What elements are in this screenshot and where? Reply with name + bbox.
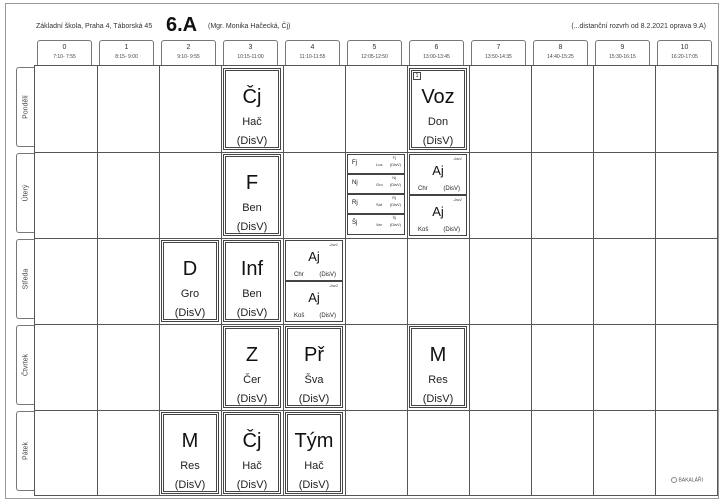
lesson-room: (DisV)	[319, 313, 336, 319]
lesson-teacher: Lus	[376, 162, 383, 167]
period-time: 13:50-14:35	[485, 54, 512, 60]
group-label: Jaz2	[453, 197, 462, 202]
lesson-subject: Čj	[242, 430, 262, 452]
period-number: 9	[620, 44, 625, 51]
period-number: 5	[372, 44, 377, 51]
lesson-room: (DisV)	[319, 272, 336, 278]
day-tab-thursday	[16, 325, 34, 405]
lesson-friday-3[interactable]	[223, 412, 281, 494]
period-number: 2	[186, 44, 191, 51]
brand-label: BAKALÁŘI	[678, 477, 703, 483]
group-label: Jaz2	[329, 283, 338, 288]
lesson-room: (DisV)	[236, 479, 268, 491]
lesson-wednesday-4-group-1[interactable]	[285, 240, 343, 281]
day-label: Pátek	[22, 442, 29, 460]
day-tab-friday	[16, 411, 34, 491]
group-label: Rj	[392, 195, 396, 200]
lesson-teacher: Gro	[180, 288, 200, 300]
period-number: 8	[558, 44, 563, 51]
group-label: Šj	[392, 215, 396, 220]
period-time: 7:10- 7:55	[53, 54, 76, 60]
day-label: Pondělí	[22, 95, 29, 119]
lesson-teacher: Chr	[418, 186, 428, 192]
lesson-teacher: Res	[180, 460, 200, 472]
lesson-subject: Aj	[308, 290, 320, 305]
period-header-7	[471, 40, 526, 65]
lesson-tuesday-5-group-4[interactable]	[347, 214, 405, 235]
period-header-10	[657, 40, 712, 65]
lesson-room: (DisV)	[298, 479, 330, 491]
lesson-subject: Aj	[432, 163, 444, 178]
period-header-0	[37, 40, 92, 65]
lesson-teacher: Don	[427, 116, 449, 128]
period-header-8	[533, 40, 588, 65]
lesson-teacher: Čer	[243, 374, 261, 386]
day-tab-monday	[16, 67, 34, 147]
period-time: 14:40-15:25	[547, 54, 574, 60]
lesson-room: (DisV)	[174, 307, 206, 319]
lesson-room: (DisV)	[422, 135, 454, 147]
day-tab-wednesday	[16, 239, 34, 319]
lesson-room: (DisV)	[236, 135, 268, 147]
lesson-subject: Inf	[240, 258, 264, 280]
lesson-friday-4[interactable]	[285, 412, 343, 494]
lesson-subject: M	[429, 344, 447, 366]
day-label: Čtvrtek	[22, 353, 29, 377]
lesson-teacher: Sat	[376, 202, 383, 207]
timetable-sheet	[5, 3, 719, 499]
grid-line	[593, 66, 594, 495]
class-title: 6.A	[166, 14, 198, 36]
lesson-tuesday-5-group-1[interactable]	[347, 154, 405, 174]
lesson-subject: Čj	[242, 86, 262, 108]
lesson-room: (DisV)	[389, 222, 401, 227]
period-header-2	[161, 40, 216, 65]
group-label: Nj	[392, 175, 396, 180]
lesson-wednesday-3[interactable]	[223, 240, 281, 322]
period-time: 12:05-12:50	[361, 54, 388, 60]
lesson-wednesday-4-group-2[interactable]	[285, 281, 343, 322]
lesson-teacher: Ben	[242, 288, 262, 300]
day-label: Středa	[22, 268, 29, 290]
lesson-teacher: Res	[428, 374, 448, 386]
group-label: Fj	[392, 155, 396, 160]
grid-line	[407, 66, 408, 495]
group-label: Jaz1	[329, 242, 338, 247]
lesson-tuesday-6-group-2[interactable]	[409, 195, 467, 236]
grid-line	[469, 66, 470, 495]
lesson-tuesday-5-group-2[interactable]	[347, 174, 405, 194]
lesson-friday-2[interactable]	[161, 412, 219, 494]
lesson-monday-6[interactable]	[409, 68, 467, 150]
period-header-4	[285, 40, 340, 65]
period-time: 15:30-16:15	[609, 54, 636, 60]
grid-line	[159, 66, 160, 495]
period-number: 0	[62, 44, 67, 51]
lesson-teacher: Ben	[242, 202, 262, 214]
lesson-room: (DisV)	[389, 202, 401, 207]
lesson-corner-number: 1	[413, 72, 421, 80]
lesson-tuesday-5-group-3[interactable]	[347, 194, 405, 214]
lesson-teacher: Var	[376, 222, 382, 227]
grid-line	[35, 324, 717, 325]
lesson-subject: M	[181, 430, 199, 452]
lesson-subject: Nj	[352, 180, 358, 186]
period-header-5	[347, 40, 402, 65]
period-header-3	[223, 40, 278, 65]
lesson-subject: Rj	[352, 200, 358, 206]
lesson-subject: Aj	[432, 204, 444, 219]
schedule-note: (...distanční rozvrh od 8.2.2021 oprava 9.A)	[571, 23, 706, 30]
period-time: 13:00-13:45	[423, 54, 450, 60]
period-number: 6	[434, 44, 439, 51]
lesson-room: (DisV)	[236, 307, 268, 319]
bakalari-icon	[671, 477, 677, 483]
lesson-room: (DisV)	[298, 393, 330, 405]
lesson-room: (DisV)	[443, 186, 460, 192]
lesson-subject: Šj	[352, 220, 358, 226]
lesson-room: (DisV)	[443, 227, 460, 233]
period-number: 1	[124, 44, 129, 51]
lesson-tuesday-3[interactable]	[223, 154, 281, 236]
period-header-6	[409, 40, 464, 65]
period-time: 10:15-11:00	[237, 54, 264, 60]
lesson-teacher: Chr	[294, 272, 304, 278]
day-tab-tuesday	[16, 153, 34, 233]
period-number: 4	[310, 44, 315, 51]
lesson-teacher: Koš	[418, 227, 429, 233]
day-label: Úterý	[22, 184, 29, 202]
lesson-subject: Fj	[352, 160, 357, 166]
group-label: Jaz1	[453, 156, 462, 161]
period-time: 8:15- 9:00	[115, 54, 138, 60]
class-teacher: (Mgr. Monika Hačecká, Čj)	[208, 23, 291, 30]
lesson-room: (DisV)	[422, 393, 454, 405]
period-header-9	[595, 40, 650, 65]
grid-line	[221, 66, 222, 495]
lesson-thursday-4[interactable]	[285, 326, 343, 408]
period-number: 7	[496, 44, 501, 51]
period-header-1	[99, 40, 154, 65]
lesson-room: (DisV)	[389, 162, 401, 167]
grid-line	[283, 66, 284, 495]
lesson-thursday-3[interactable]	[223, 326, 281, 408]
grid-line	[655, 66, 656, 495]
lesson-subject: F	[245, 172, 259, 194]
timetable-grid	[34, 65, 718, 496]
lesson-tuesday-6-group-1[interactable]	[409, 154, 467, 195]
period-number: 3	[248, 44, 253, 51]
lesson-teacher: Gro	[376, 182, 383, 187]
lesson-subject: Voz	[421, 86, 455, 108]
lesson-room: (DisV)	[236, 221, 268, 233]
grid-line	[345, 66, 346, 495]
lesson-teacher: Šva	[304, 374, 324, 386]
school-name: Základní škola, Praha 4, Táborská 45	[36, 23, 153, 30]
lesson-monday-3[interactable]	[223, 68, 281, 150]
grid-line	[35, 238, 717, 239]
lesson-thursday-6[interactable]	[409, 326, 467, 408]
lesson-subject: Aj	[308, 249, 320, 264]
lesson-room: (DisV)	[174, 479, 206, 491]
grid-line	[531, 66, 532, 495]
lesson-teacher: Hač	[242, 116, 262, 128]
lesson-subject: Př	[304, 344, 324, 366]
lesson-subject: Z	[245, 344, 259, 366]
lesson-subject: D	[182, 258, 198, 280]
lesson-teacher: Koš	[294, 313, 305, 319]
lesson-wednesday-2[interactable]	[161, 240, 219, 322]
lesson-teacher: Hač	[242, 460, 262, 472]
lesson-room: (DisV)	[236, 393, 268, 405]
period-time: 16:20-17:05	[671, 54, 698, 60]
lesson-room: (DisV)	[389, 182, 401, 187]
period-number: 10	[680, 44, 689, 51]
grid-line	[97, 66, 98, 495]
grid-line	[35, 410, 717, 411]
lesson-subject: Tým	[294, 430, 334, 452]
period-time: 11:10-11:55	[299, 54, 326, 60]
bakalari-logo	[671, 477, 703, 483]
period-time: 9:10- 9:55	[177, 54, 200, 60]
grid-line	[35, 152, 717, 153]
lesson-teacher: Hač	[304, 460, 324, 472]
